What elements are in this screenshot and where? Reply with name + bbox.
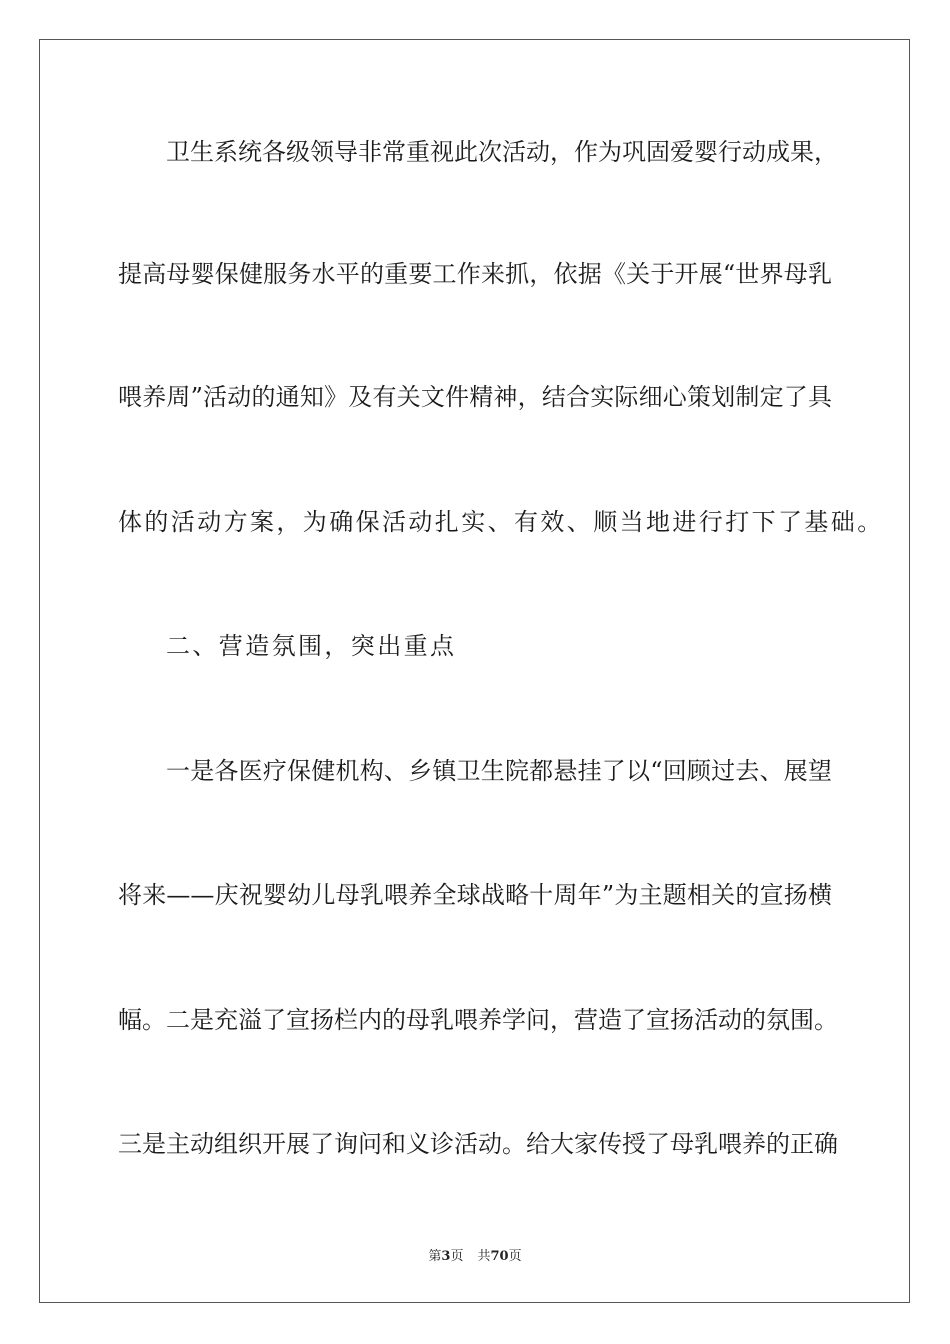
page-prefix: 第: [428, 1249, 442, 1264]
section-heading: 二、营造氛围，突出重点: [166, 632, 457, 660]
body-line-8: 幅。二是充溢了宣扬栏内的母乳喂养学问，营造了宣扬活动的氛围。: [118, 1006, 838, 1034]
total-pages: 70: [490, 1249, 509, 1264]
body-line-2: 提高母婴保健服务水平的重要工作来抓，依据《关于开展“世界母乳: [118, 260, 832, 288]
body-line-4: 体的活动方案，为确保活动扎实、有效、顺当地进行打下了基础。: [118, 508, 884, 536]
body-line-3: 喂养周”活动的通知》及有关文件精神，结合实际细心策划制定了具: [118, 383, 832, 411]
page-footer: [0, 1248, 950, 1266]
page-suffix: 页: [450, 1249, 464, 1264]
page-border: [39, 39, 910, 1303]
body-line-9: 三是主动组织开展了询问和义诊活动。给大家传授了母乳喂养的正确: [118, 1130, 838, 1158]
body-line-6: 一是各医疗保健机构、乡镇卫生院都悬挂了以“回顾过去、展望: [166, 757, 832, 785]
total-prefix: 共: [477, 1249, 491, 1264]
body-line-1: 卫生系统各级领导非常重视此次活动，作为巩固爱婴行动成果，: [166, 138, 838, 166]
page-number: 3: [441, 1249, 451, 1264]
body-line-7: 将来——庆祝婴幼儿母乳喂养全球战略十周年”为主题相关的宣扬横: [118, 881, 832, 909]
total-suffix: 页: [508, 1249, 522, 1264]
